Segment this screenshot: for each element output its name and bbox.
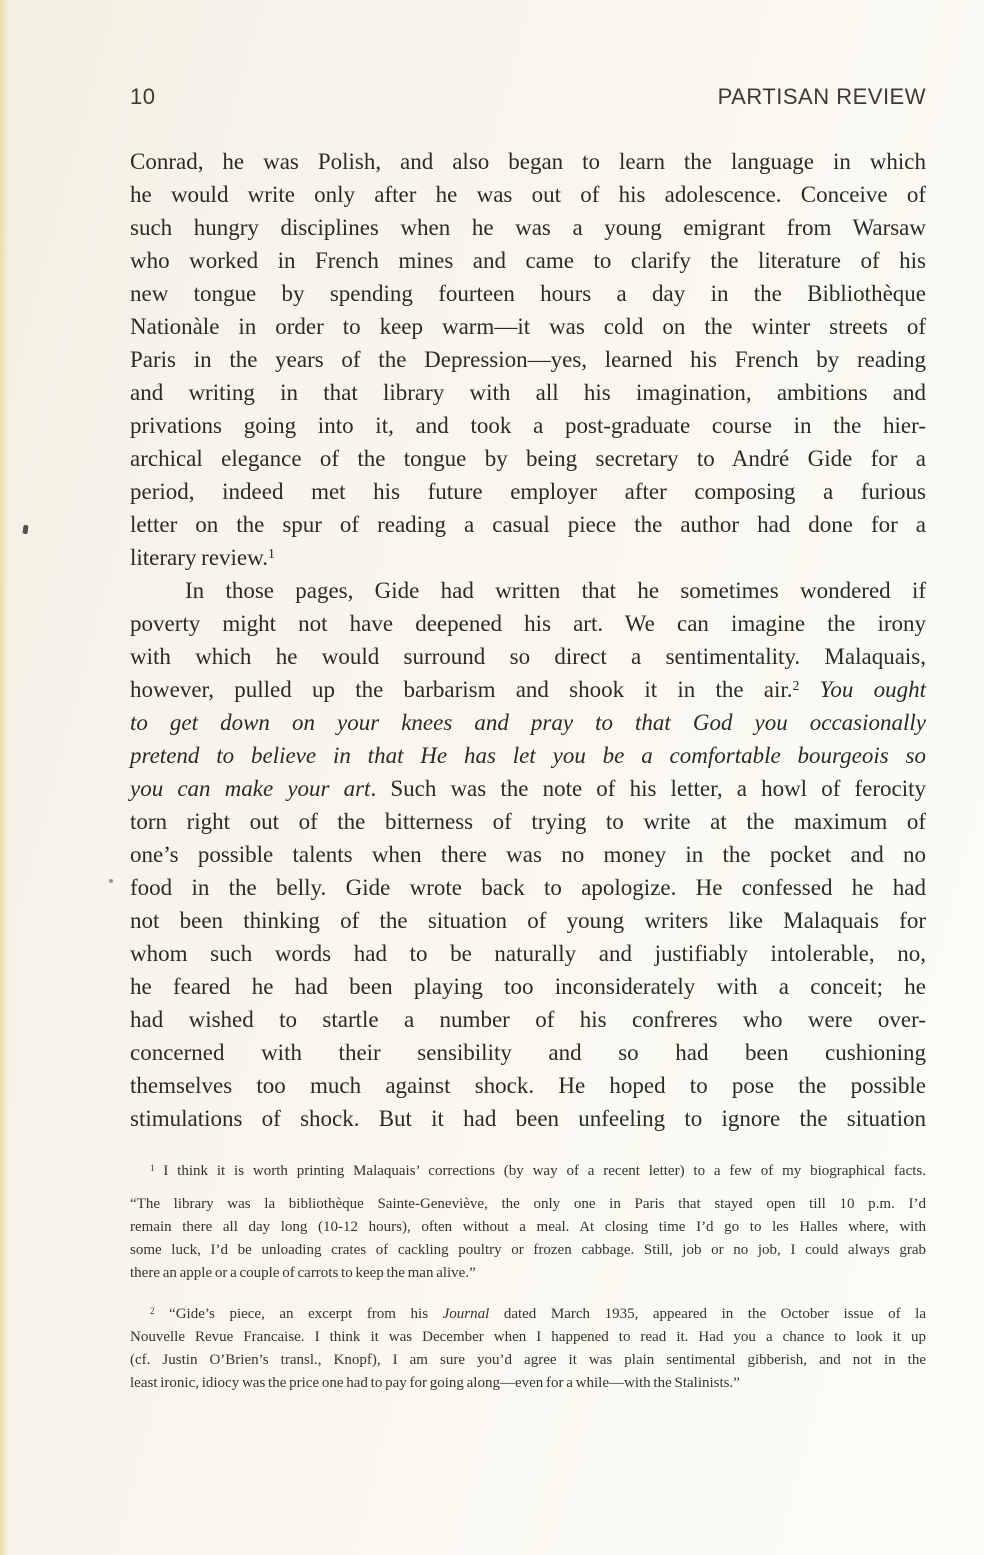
footnote-paragraph: [130, 1160, 926, 1183]
text-line: [130, 409, 926, 442]
text-line: [130, 739, 926, 772]
text-line: [130, 1216, 926, 1239]
text-line: [130, 145, 926, 178]
text-line: [130, 1239, 926, 1262]
text-segment: remain there all day long (10-12 hours), often without a meal. At closing time I’d go to les Halles where, with: [130, 1219, 926, 1235]
text-segment: however, pulled up the barbarism and shook it in the air.: [130, 677, 793, 702]
running-header: [130, 84, 926, 110]
text-line: [130, 1003, 926, 1036]
text-segment: “The library was la bibliothèque Sainte-Geneviève, the only one in Paris that stayed open till 10 p.m. I’d: [130, 1196, 926, 1212]
italic-text: You ought: [799, 677, 926, 702]
text-line: [130, 1069, 926, 1102]
body-text: [130, 145, 926, 1135]
text-line: [130, 970, 926, 1003]
text-line: [130, 640, 926, 673]
text-line: [130, 475, 926, 508]
text-segment: In those pages, Gide had written that he sometimes wondered if: [185, 578, 926, 603]
text-line: [130, 541, 926, 574]
text-segment: “Gide’s piece, an excerpt from his: [154, 1306, 443, 1322]
text-line: [130, 244, 926, 277]
text-line: [130, 178, 926, 211]
text-segment: with which he would surround so direct a sentimentality. Malaquais,: [130, 644, 926, 669]
italic-text: pretend to believe in that He has let you be a comfortable bourgeois so: [130, 743, 926, 768]
text-line: [130, 871, 926, 904]
text-line: [130, 343, 926, 376]
paragraph: [130, 145, 926, 574]
text-line: [130, 574, 926, 607]
text-line: [130, 772, 926, 805]
text-segment: food in the belly. Gide wrote back to apologize. He confessed he had: [130, 875, 926, 900]
paragraph: [130, 574, 926, 1135]
text-segment: archical elegance of the tongue by being secretary to André Gide for a: [130, 446, 926, 471]
text-segment: there an apple or a couple of carrots to keep the man alive.”: [130, 1265, 476, 1281]
text-segment: Nationàle in order to keep warm—it was cold on the winter streets of: [130, 314, 926, 339]
text-segment: and writing in that library with all his imagination, ambitions and: [130, 380, 926, 405]
text-segment: new tongue by spending fourteen hours a day in the Bibliothèque: [130, 281, 926, 306]
scan-speck: [109, 879, 113, 883]
footnote-ref: 2: [792, 678, 800, 694]
text-line: [130, 310, 926, 343]
footnote-ref: 2: [150, 1305, 155, 1316]
journal-title: PARTISAN REVIEW: [717, 84, 926, 109]
text-line: [130, 838, 926, 871]
text-line: [130, 211, 926, 244]
text-line: [130, 1303, 926, 1326]
text-line: [130, 1262, 926, 1285]
text-segment: Conrad, he was Polish, and also began to learn the language in which: [130, 149, 926, 174]
footnote-2: [130, 1303, 926, 1395]
text-segment: had wished to startle a number of his confreres who were over-: [130, 1007, 926, 1032]
text-segment: I think it is worth printing Malaquais’ corrections (by way of a recent letter) to a few of my biographical facts.: [154, 1163, 926, 1179]
footnote-ref: 1: [150, 1162, 155, 1173]
page-number: 10: [130, 84, 156, 109]
text-line: [130, 607, 926, 640]
text-line: [130, 673, 926, 706]
text-segment: he feared he had been playing too inconsiderately with a conceit; he: [130, 974, 926, 999]
text-line: [130, 1102, 926, 1135]
footnote-paragraph: [130, 1193, 926, 1285]
text-segment: one’s possible talents when there was no money in the pocket and no: [130, 842, 926, 867]
text-line: [130, 442, 926, 475]
scan-speck: [22, 525, 28, 535]
text-segment: dated March 1935, appeared in the October issue of la: [489, 1306, 926, 1322]
text-segment: themselves too much against shock. He hoped to pose the possible: [130, 1073, 926, 1098]
text-line: [130, 1160, 926, 1183]
text-segment: torn right out of the bitterness of trying to write at the maximum of: [130, 809, 926, 834]
text-line: [130, 706, 926, 739]
text-line: [130, 508, 926, 541]
text-segment: poverty might not have deepened his art. We can imagine the irony: [130, 611, 926, 636]
text-line: [130, 1193, 926, 1216]
text-segment: concerned with their sensibility and so had been cushioning: [130, 1040, 926, 1065]
text-line: [130, 1326, 926, 1349]
text-segment: some luck, I’d be unloading crates of cackling poultry or frozen cabbage. Still, job or no job, I could always grab: [130, 1242, 926, 1258]
text-line: [130, 1372, 926, 1395]
footnote-paragraph: [130, 1303, 926, 1395]
footnotes-section: [130, 1160, 926, 1395]
text-segment: privations going into it, and took a post-graduate course in the hier-: [130, 413, 926, 438]
text-segment: Nouvelle Revue Francaise. I think it was December when I happened to read it. Had you a chance to look it up: [130, 1329, 926, 1345]
text-segment: period, indeed met his future employer after composing a furious: [130, 479, 926, 504]
text-line: [130, 937, 926, 970]
text-segment: who worked in French mines and came to clarify the literature of his: [130, 248, 926, 273]
text-line: [130, 376, 926, 409]
text-segment: least ironic, idiocy was the price one had to pay for going along—even for a while—with the Stalinists.”: [130, 1375, 740, 1391]
text-segment: literary review.: [130, 545, 268, 570]
page-edge-shadow: [0, 0, 9, 1555]
text-line: [130, 277, 926, 310]
text-segment: . Such was the note of his letter, a howl of ferocity: [370, 776, 926, 801]
text-segment: he would write only after he was out of his adolescence. Conceive of: [130, 182, 926, 207]
italic-text: you can make your art: [130, 776, 371, 801]
italic-text: Journal: [442, 1306, 490, 1322]
text-segment: (cf. Justin O’Brien’s transl., Knopf), I am sure you’d agree it was plain sentimental gibberish, and not in the: [130, 1352, 926, 1368]
footnote-ref: 1: [268, 546, 275, 562]
footnote-1: [130, 1160, 926, 1285]
text-line: [130, 1349, 926, 1372]
text-segment: whom such words had to be naturally and justifiably intolerable, no,: [130, 941, 926, 966]
text-segment: Paris in the years of the Depression—yes, learned his French by reading: [130, 347, 926, 372]
text-segment: letter on the spur of reading a casual piece the author had done for a: [130, 512, 926, 537]
italic-text: to get down on your knees and pray to that God you occasionally: [130, 710, 926, 735]
text-line: [130, 904, 926, 937]
text-line: [130, 1036, 926, 1069]
text-line: [130, 805, 926, 838]
text-segment: not been thinking of the situation of young writers like Malaquais for: [130, 908, 926, 933]
text-segment: such hungry disciplines when he was a young emigrant from Warsaw: [130, 215, 926, 240]
text-segment: stimulations of shock. But it had been unfeeling to ignore the situation: [130, 1106, 926, 1131]
